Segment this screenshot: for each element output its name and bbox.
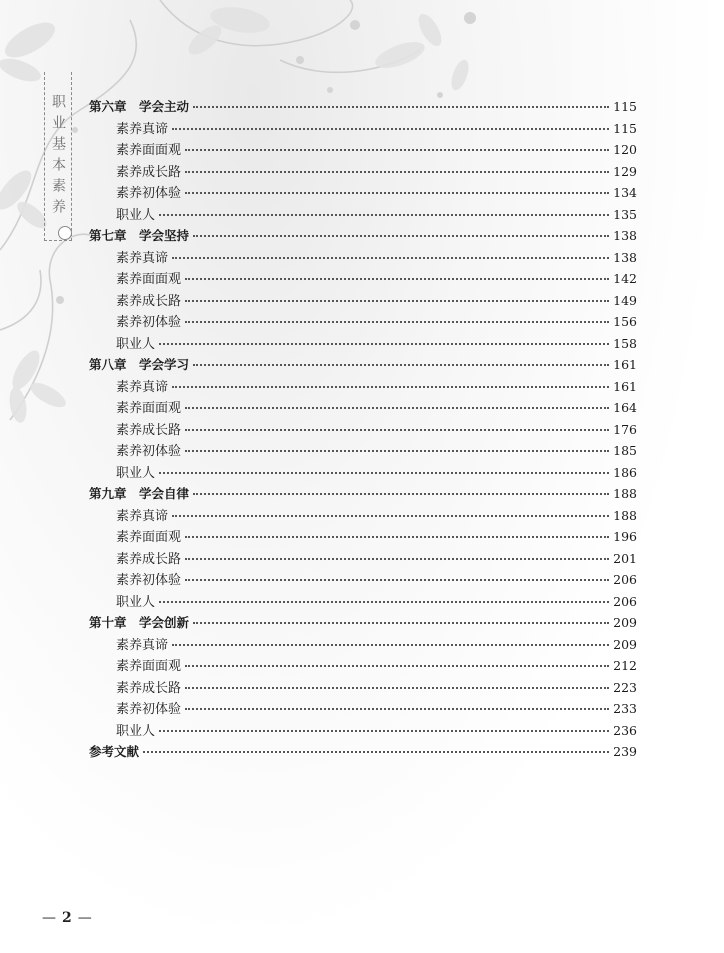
toc-entry-label: 职业人 <box>116 723 156 739</box>
toc-entry-page: 129 <box>613 163 637 179</box>
toc-entry-label: 第九章 学会自律 <box>89 486 190 501</box>
toc-dot-leader <box>185 428 609 431</box>
footer-dash-right: — <box>77 910 92 926</box>
toc-section-entry <box>89 526 637 548</box>
toc-dot-leader <box>143 750 609 753</box>
toc-dot-leader <box>172 256 609 259</box>
toc-dot-leader <box>185 686 609 689</box>
footer-page-number: 2 <box>62 910 72 926</box>
toc-section-entry <box>89 139 637 161</box>
toc-section-entry <box>89 505 637 527</box>
toc-section-entry <box>89 182 637 204</box>
toc-section-entry <box>89 720 637 742</box>
toc-chapter-entry <box>89 96 637 118</box>
toc-entry-label: 素养成长路 <box>116 164 182 180</box>
toc-entry-label: 素养面面观 <box>116 659 182 674</box>
toc-entry-label: 素养真谛 <box>116 508 169 524</box>
toc-section-entry <box>89 569 637 591</box>
footer-dash-left: — <box>42 910 56 926</box>
toc-entry-page: 149 <box>613 292 637 308</box>
toc-section-entry <box>89 440 637 462</box>
toc-entry-page: 138 <box>613 249 637 265</box>
toc-entry-label: 素养初体验 <box>116 444 182 459</box>
toc-entry-page: 212 <box>613 658 637 673</box>
toc-dot-leader <box>185 578 609 581</box>
toc-entry-label: 素养面面观 <box>116 530 182 545</box>
toc-entry-page: 206 <box>613 593 637 609</box>
toc-section-entry <box>89 698 637 720</box>
toc-entry-label: 素养初体验 <box>116 186 182 201</box>
table-of-contents <box>89 96 637 763</box>
toc-entry-page: 209 <box>613 615 637 630</box>
side-book-title-text: 职业基本素养 <box>50 94 66 220</box>
toc-section-entry <box>89 118 637 140</box>
toc-section-entry <box>89 419 637 441</box>
toc-entry-label: 参考文献 <box>89 744 140 759</box>
toc-section-entry <box>89 268 637 290</box>
toc-dot-leader <box>159 729 609 732</box>
toc-entry-page: 185 <box>613 443 637 458</box>
toc-section-entry <box>89 462 637 484</box>
toc-entry-label: 素养面面观 <box>116 143 182 158</box>
toc-chapter-entry <box>89 612 637 634</box>
toc-entry-label: 职业人 <box>116 336 156 352</box>
toc-entry-page: 236 <box>613 722 637 738</box>
toc-entry-label: 素养成长路 <box>116 422 182 438</box>
toc-entry-page: 161 <box>613 357 637 372</box>
toc-entry-page: 120 <box>613 142 637 157</box>
toc-dot-leader <box>159 471 609 474</box>
toc-dot-leader <box>185 191 609 194</box>
toc-dot-leader <box>172 514 609 517</box>
toc-entry-label: 素养成长路 <box>116 551 182 567</box>
toc-dot-leader <box>185 664 609 667</box>
toc-dot-leader <box>172 643 609 646</box>
toc-entry-label: 职业人 <box>116 207 156 223</box>
toc-entry-label: 第十章 学会创新 <box>89 615 190 630</box>
toc-entry-page: 206 <box>613 572 637 587</box>
toc-entry-label: 素养初体验 <box>116 315 182 330</box>
toc-entry-page: 142 <box>613 271 637 286</box>
toc-section-entry <box>89 634 637 656</box>
toc-dot-leader <box>193 363 609 366</box>
toc-entry-page: 209 <box>613 636 637 652</box>
toc-entry-label: 职业人 <box>116 465 156 481</box>
toc-section-entry <box>89 311 637 333</box>
toc-entry-page: 134 <box>613 185 637 200</box>
toc-dot-leader <box>185 320 609 323</box>
toc-entry-label: 素养面面观 <box>116 272 182 287</box>
toc-section-entry <box>89 655 637 677</box>
toc-section-entry <box>89 397 637 419</box>
toc-section-entry <box>89 376 637 398</box>
toc-entry-page: 135 <box>613 206 637 222</box>
toc-chapter-entry <box>89 225 637 247</box>
toc-entry-page: 176 <box>613 421 637 437</box>
toc-dot-leader <box>185 170 609 173</box>
toc-section-entry <box>89 290 637 312</box>
toc-entry-page: 161 <box>613 378 637 394</box>
toc-chapter-entry <box>89 741 637 763</box>
toc-dot-leader <box>185 557 609 560</box>
toc-dot-leader <box>172 127 609 130</box>
toc-entry-label: 素养真谛 <box>116 379 169 395</box>
toc-dot-leader <box>193 621 609 624</box>
toc-entry-label: 第六章 学会主动 <box>89 99 190 114</box>
toc-dot-leader <box>185 707 609 710</box>
toc-entry-label: 素养面面观 <box>116 401 182 416</box>
toc-entry-label: 第七章 学会坚持 <box>89 228 190 243</box>
toc-entry-label: 第八章 学会学习 <box>89 357 190 372</box>
toc-section-entry <box>89 591 637 613</box>
toc-entry-page: 115 <box>613 99 637 114</box>
toc-entry-page: 164 <box>613 400 637 415</box>
toc-entry-page: 115 <box>613 120 637 136</box>
toc-entry-page: 188 <box>613 507 637 523</box>
toc-entry-page: 233 <box>613 701 637 716</box>
toc-entry-page: 201 <box>613 550 637 566</box>
toc-dot-leader <box>185 535 609 538</box>
toc-dot-leader <box>185 406 609 409</box>
toc-entry-label: 素养成长路 <box>116 293 182 309</box>
toc-dot-leader <box>159 342 609 345</box>
toc-entry-page: 188 <box>613 486 637 501</box>
toc-entry-label: 素养初体验 <box>116 573 182 588</box>
toc-entry-label: 素养真谛 <box>116 121 169 137</box>
toc-entry-page: 196 <box>613 529 637 544</box>
toc-dot-leader <box>193 234 609 237</box>
toc-dot-leader <box>159 213 609 216</box>
toc-entry-page: 186 <box>613 464 637 480</box>
toc-dot-leader <box>159 600 609 603</box>
toc-entry-label: 素养成长路 <box>116 680 182 696</box>
toc-section-entry <box>89 247 637 269</box>
side-book-title <box>44 72 72 241</box>
toc-section-entry <box>89 204 637 226</box>
toc-dot-leader <box>172 385 609 388</box>
toc-entry-page: 138 <box>613 228 637 243</box>
page-footer <box>42 910 92 926</box>
toc-dot-leader <box>193 492 609 495</box>
toc-entry-label: 职业人 <box>116 594 156 610</box>
toc-entry-label: 素养初体验 <box>116 702 182 717</box>
toc-dot-leader <box>193 105 609 108</box>
toc-chapter-entry <box>89 354 637 376</box>
toc-section-entry <box>89 677 637 699</box>
toc-chapter-entry <box>89 483 637 505</box>
side-title-ornament <box>58 226 72 240</box>
toc-entry-page: 158 <box>613 335 637 351</box>
toc-section-entry <box>89 548 637 570</box>
toc-dot-leader <box>185 148 609 151</box>
toc-section-entry <box>89 161 637 183</box>
toc-dot-leader <box>185 277 609 280</box>
toc-entry-label: 素养真谛 <box>116 637 169 653</box>
toc-entry-label: 素养真谛 <box>116 250 169 266</box>
toc-dot-leader <box>185 449 609 452</box>
toc-section-entry <box>89 333 637 355</box>
toc-entry-page: 156 <box>613 314 637 329</box>
toc-entry-page: 223 <box>613 679 637 695</box>
toc-entry-page: 239 <box>613 744 637 759</box>
toc-dot-leader <box>185 299 609 302</box>
